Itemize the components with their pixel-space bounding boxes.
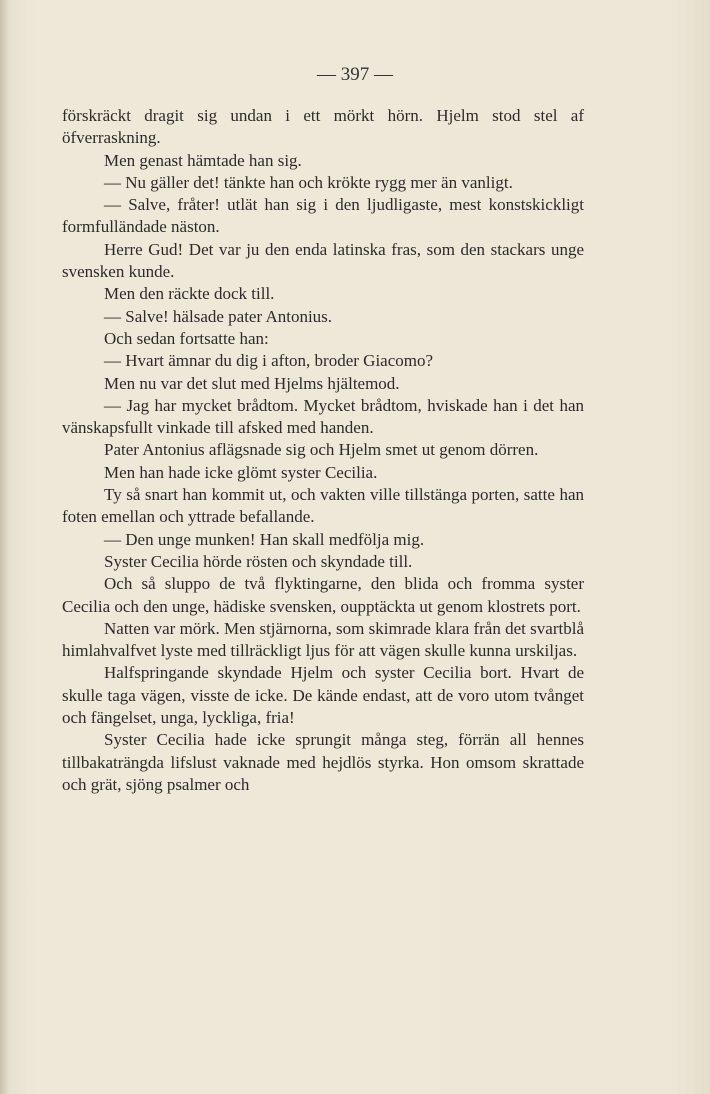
paragraph: Och så sluppo de två flyktingarne, den blida och fromma syster Cecilia och den unge, hädiske svensken, oupptäckta ut genom klostrets port. xyxy=(62,574,584,616)
paragraph: Natten var mörk. Men stjärnorna, som skimrade klara från det svartblå himlahvalfvet lyste med tillräckligt ljus för att vägen skulle kunna urskiljas. xyxy=(62,618,584,661)
paragraph: Pater Antonius aflägsnade sig och Hjelm smet ut genom dörren. xyxy=(104,440,539,460)
page-spine-shadow xyxy=(0,0,8,1094)
paragraph: Och sedan fortsatte han: xyxy=(104,328,269,348)
paragraph: Syster Cecilia hörde rösten och skyndade till. xyxy=(104,551,413,571)
paragraph: — Den unge munken! Han skall medfölja mig. xyxy=(104,529,425,549)
paragraph: — Salve! hälsade pater Antonius. xyxy=(104,306,333,326)
paragraph: Men genast hämtade han sig. xyxy=(104,150,302,170)
paragraph: Herre Gud! Det var ju den enda latinska fras, som den stackars unge svensken kunde. xyxy=(62,239,584,282)
paragraph: Men nu var det slut med Hjelms hjältemod. xyxy=(104,373,400,393)
paragraph: Ty så snart han kommit ut, och vakten ville tillstänga porten, satte han foten emellan och yttrade befallande. xyxy=(62,485,584,527)
paragraph: — Salve, fråter! utlät han sig i den ljudligaste, mest konstskickligt formfulländade näston. xyxy=(62,195,584,237)
paragraph: — Hvart ämnar du dig i afton, broder Giacomo? xyxy=(104,351,434,371)
body-text xyxy=(62,105,584,796)
paragraph: Halfspringande skyndade Hjelm och syster Cecilia bort. Hvart de skulle taga vägen, visste de icke. De kände endast, att de voro utom tvånget och fängelset, unga, lyckliga, fria! xyxy=(62,663,584,728)
paragraph: — Nu gäller det! tänkte han och krökte rygg mer än vanligt. xyxy=(104,172,513,192)
page-number-header: — 397 — xyxy=(317,64,393,85)
paragraph: Men den räckte dock till. xyxy=(104,284,275,304)
paragraph: förskräckt dragit sig undan i ett mörkt hörn. Hjelm stod stel af öfverraskning. xyxy=(62,106,584,148)
paragraph: — Jag har mycket brådtom. Mycket brådtom, hviskade han i det han vänskapsfullt vinkade till afsked med handen. xyxy=(62,395,584,438)
paragraph: Men han hade icke glömt syster Cecilia. xyxy=(104,462,378,482)
paragraph: Syster Cecilia hade icke sprungit många steg, förrän all hennes tillbakaträngda lifslust vaknade med hejdlös styrka. Hon omsom skrattade och grät, sjöng psalmer och xyxy=(62,730,584,794)
